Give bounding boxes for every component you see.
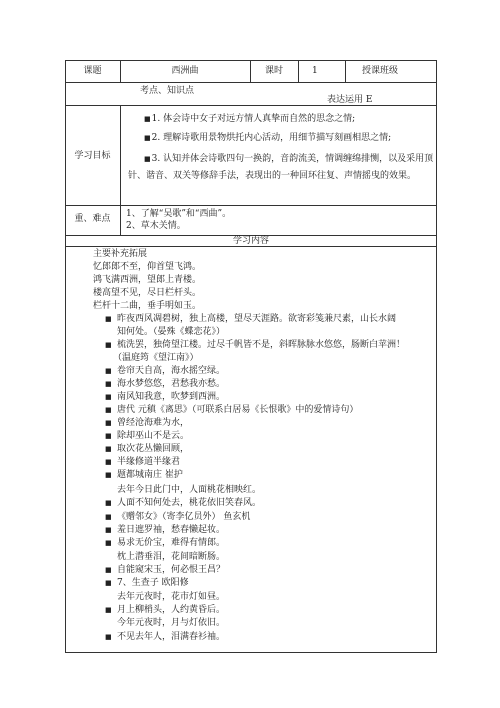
list-item: ■ 海水梦悠悠，君愁我亦愁。 — [105, 379, 226, 389]
list-item: ■ 除却巫山不是云。 — [105, 431, 190, 441]
list-item: ■ 取次花丛懒回顾， — [105, 444, 190, 454]
list-item: ■ 7、生查子 欧阳修 — [105, 578, 189, 588]
topic-label: 课题 — [83, 66, 102, 76]
list-item-continuation: 去年今日此门中，人面桃花相映红。 — [117, 485, 262, 495]
list-item: ■ 易求无价宝，难得有情郎。 — [105, 538, 226, 548]
period-label: 课时 — [264, 66, 283, 76]
col-divider — [120, 105, 121, 235]
key-points-label: 重、难点 — [74, 214, 111, 224]
poem-line: 鸿飞满西洲，望郎上青楼。 — [93, 275, 202, 285]
list-item: ■ 半缘修道半缘君 — [105, 457, 181, 467]
list-item: ■ 题都城南庄 崔护 — [105, 470, 183, 480]
knowledge-point-value: 表达运用 E — [327, 95, 373, 105]
list-item-continuation: 枕上潜垂泪，花间暗断肠。 — [117, 552, 226, 562]
objectives-label: 学习目标 — [74, 151, 111, 161]
list-item-continuation: （温庭筠《望江南》） — [113, 353, 199, 363]
list-item-continuation: 去年元夜时，花市灯如昼。 — [117, 592, 226, 602]
list-item: ■ 南风知我意，吹梦到西洲。 — [105, 392, 226, 402]
objective-item: ■3. 认知并体会诗歌四句一换韵，音韵流美，情调缠绵排恻，以及采用顶 — [144, 154, 434, 164]
objective-item: ■2. 理解诗歌用景物烘托内心活动，用细节描写刻画相思之情; — [144, 133, 392, 143]
list-item-continuation: 知何处。（晏殊《蝶恋花》） — [117, 327, 226, 337]
knowledge-point-label: 考点、知识点 — [140, 86, 195, 96]
list-item: ■ 不见去年人，泪满春衫袖。 — [105, 632, 226, 642]
list-item-continuation: 今年元夜时，月与灯依旧。 — [117, 618, 226, 628]
content-line: 楼高望不见，尽日栏杆头。 — [93, 288, 202, 298]
key-point-item: 1、了解“吴歌”和“西曲”。 — [126, 209, 232, 219]
content-header: 学习内容 — [232, 236, 269, 246]
content-line: 栏杆十二曲，垂手明如玉。 — [93, 301, 202, 311]
content-line: 忆郎郎不至，仰首望飞鸿。 — [93, 262, 202, 272]
content-line — [93, 275, 201, 286]
key-point-item: 2、草木关情。 — [126, 221, 186, 231]
list-item: ■ 自能窥宋玉，何必恨王昌？ — [105, 565, 226, 575]
list-item: ■ 昨夜西风凋碧树，独上高楼，望尽天涯路。欲寄彩笺兼尺素，山长水阔 — [105, 314, 397, 324]
content-line: 主要补充拓展 — [93, 249, 148, 259]
list-item: ■ 曾经沧海难为水， — [105, 418, 190, 428]
row-divider — [65, 82, 437, 83]
objective-item: 针、谐音、双关等修辞手法，表现出的一种回环往复、声情摇曳的效果。 — [128, 171, 417, 181]
period-value: 1 — [312, 66, 318, 76]
list-item: ■ 卷帘天自高，海水摇空绿。 — [105, 366, 226, 376]
objective-item: ■1. 体会诗中女子对远方情人真挚而自然的思念之情; — [144, 114, 356, 124]
list-item: ■ 月上柳梢头，人约黄昏后。 — [105, 605, 226, 615]
col-divider — [298, 60, 299, 82]
list-item: ■ 梳洗罢，独倚望江楼。过尽千帆皆不是，斜晖脉脉水悠悠，肠断白苹洲！ — [105, 340, 406, 350]
list-item: ■ 人面不知何处去，桃花依旧笑春风。 — [105, 498, 262, 508]
list-item: ■ 羞日遮罗袖，愁春懒起妆。 — [105, 525, 226, 535]
class-label: 授课班级 — [361, 66, 398, 76]
list-item: ■ 唐代 元稹《离思》（可联系白居易《长恨歌》中的爱情诗句） — [105, 405, 359, 415]
topic-value: 西洲曲 — [171, 66, 199, 76]
list-item: ■ 《赠邻女》（寄李亿员外） 鱼玄机 — [105, 512, 251, 522]
